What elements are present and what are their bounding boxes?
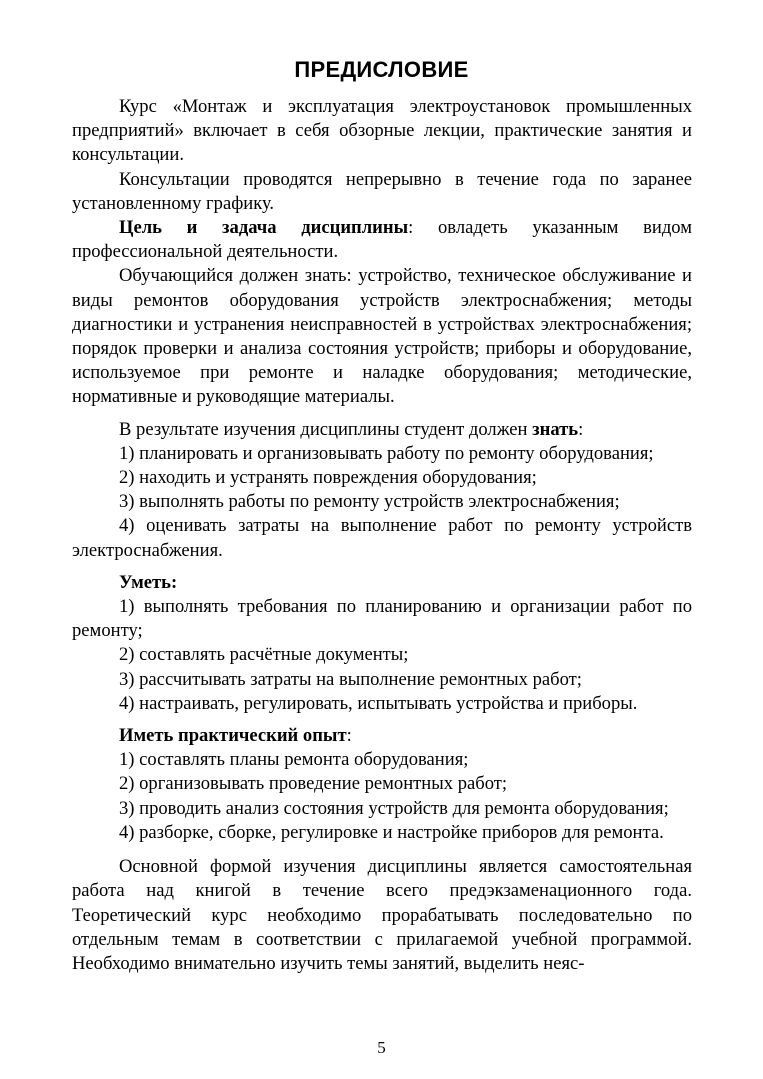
list-item: 4) оценивать затраты на выполнение работ по ремонту устройств электроснабжения. — [72, 515, 692, 561]
result-paragraph — [72, 418, 692, 442]
experience-heading — [72, 724, 692, 748]
list-item: 4) разборке, сборке, регулировке и настройке приборов для ремонта. — [119, 821, 664, 843]
intro-paragraph: Курс «Монтаж и эксплуатация электроустановок промышленных предприятий» включает в себя обзорные лекции, практические занятия и консультации. — [72, 96, 692, 166]
list-item: 1) планировать и организовывать работу по ремонту оборудования; — [119, 442, 654, 464]
list-item: 4) настраивать, регулировать, испытывать устройства и приборы. — [119, 692, 638, 714]
consultations-paragraph: Консультации проводятся непрерывно в течение года по заранее установленному графику. — [72, 168, 692, 214]
skills-heading — [72, 571, 692, 595]
goal-paragraph — [72, 216, 692, 264]
final-paragraph: Основной формой изучения дисциплины является самостоятельная работа над книгой в течение всего предэкзаменационного года. Теоретический курс необходимо прорабатывать последовательно по отдельным темам в соответствии с прилагаемой учебной программой. Необходимо внимательно изучить темы занятий, выделить неяс- — [72, 856, 692, 974]
list-item: 1) составлять планы ремонта оборудования; — [119, 749, 469, 771]
result-colon: : — [578, 418, 584, 440]
list-item: 2) организовывать проведение ремонтных работ; — [119, 773, 508, 795]
result-lead-text: В результате изучения дисциплины студент должен — [119, 418, 533, 440]
list-item: 3) рассчитывать затраты на выполнение ремонтных работ; — [119, 668, 582, 690]
page-number: 5 — [377, 1038, 386, 1057]
list-item: 1) выполнять требования по планированию и организации работ по ремонту; — [72, 596, 692, 642]
experience-colon: : — [346, 725, 352, 747]
document-body — [72, 95, 692, 976]
skills-heading-label: Уметь: — [119, 571, 178, 593]
knowledge-paragraph: Обучающийся должен знать: устройство, техническое обслуживание и виды ремонтов оборудования устройств электроснабжения; методы диагностики и устранения неисправностей в устройствах электроснабжения; порядок проверки и анализа состояния устройств; приборы и оборудование, используемое при ремонте и наладке оборудования; методические, нормативные и руководящие материалы. — [72, 265, 692, 408]
experience-heading-label: Иметь практический опыт — [119, 725, 347, 747]
list-item: 3) проводить анализ состояния устройств для ремонта оборудования; — [119, 797, 669, 819]
list-item: 3) выполнять работы по ремонту устройств электроснабжения; — [119, 491, 620, 513]
page-title: ПРЕДИСЛОВИЕ — [294, 57, 469, 82]
goal-text: : овладеть указанным видом профессиональной деятельности. — [72, 217, 692, 263]
result-know-label: знать — [532, 418, 579, 440]
list-item: 2) находить и устранять повреждения оборудования; — [119, 467, 537, 489]
list-item: 2) составлять расчётные документы; — [119, 644, 409, 666]
goal-label: Цель и задача дисциплины — [119, 217, 409, 239]
